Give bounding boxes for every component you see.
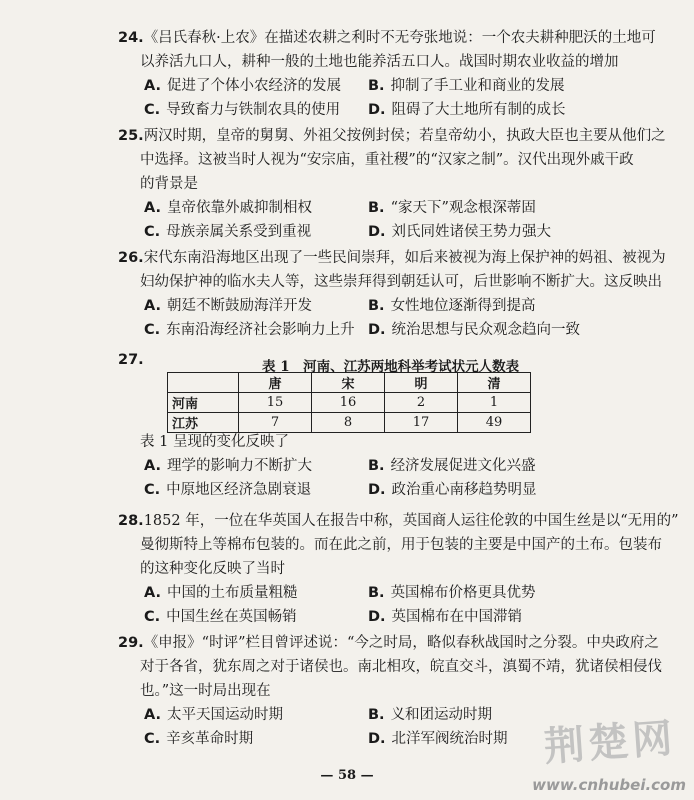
table-cell: 2	[385, 393, 458, 413]
option-d: D. 刘氏同姓诸侯王势力强大	[368, 224, 552, 240]
option-b: B. 抑制了手工业和商业的发展	[368, 78, 565, 94]
question-stem: 表 1 呈现的变化反映了	[140, 434, 289, 450]
option-d: D. 北洋军阀统治时期	[368, 731, 508, 747]
question-stem: 曼彻斯特上等棉布包装的。而在此之前，用于包装的主要是中国产的土布。包装布	[140, 537, 662, 553]
table-cell: 16	[312, 393, 385, 413]
option-b: B. 女性地位逐渐得到提高	[368, 298, 536, 314]
column-header: 唐	[239, 373, 312, 393]
option-c: C. 导致畜力与铁制农具的使用	[144, 102, 341, 118]
page-number: — 58 —	[320, 768, 374, 783]
question-number: 24.	[118, 30, 144, 46]
option-a: A. 太平天国运动时期	[144, 707, 283, 723]
table-cell: 8	[312, 413, 385, 433]
watermark-logo: 荆楚网	[542, 714, 678, 771]
column-header: 明	[385, 373, 458, 393]
question-stem: 中选择。这被当时人视为“安宗庙，重社稷”的“汉家之制”。汉代出现外戚干政	[140, 152, 634, 168]
question-number: 26.	[118, 250, 144, 266]
question-stem: 1852 年，一位在华英国人在报告中称，英国商人运往伦敦的中国生丝是以“无用的”	[143, 513, 679, 529]
question-28	[118, 509, 679, 629]
question-24	[118, 26, 656, 122]
option-d: D. 英国棉布在中国滞销	[368, 609, 523, 625]
table-cell: 49	[458, 413, 531, 433]
options-row	[118, 478, 618, 502]
option-a: A. 促进了个体小农经济的发展	[144, 78, 341, 94]
column-header: 清	[458, 373, 531, 393]
option-b: B. 英国棉布价格更具优势	[368, 585, 536, 601]
table-cell: 7	[239, 413, 312, 433]
options-row	[118, 581, 618, 605]
table-cell: 17	[385, 413, 458, 433]
question-number: 28.	[118, 513, 144, 529]
option-a: A. 朝廷不断鼓励海洋开发	[144, 298, 312, 314]
options-row	[118, 454, 618, 478]
question-25	[118, 124, 666, 244]
table-cell: 15	[239, 393, 312, 413]
option-b: B. 经济发展促进文化兴盛	[368, 458, 536, 474]
option-d: D. 政治重心南移趋势明显	[368, 482, 537, 498]
option-c: C. 辛亥革命时期	[144, 731, 254, 747]
question-27	[118, 430, 618, 502]
question-stem: 《吕氏春秋·上农》在描述农耕之利时不无夸张地说：一个农夫耕种肥沃的土地可	[143, 30, 656, 46]
question-stem: 《申报》“时评”栏目曾评述说：“今之时局，略似春秋战国时之分裂。中央政府之	[143, 635, 659, 651]
results-table	[167, 372, 531, 433]
question-stem: 以养活九口人，耕种一般的土地也能养活五口人。战国时期农业收益的增加	[140, 54, 619, 70]
options-row	[118, 196, 618, 220]
options-row	[118, 74, 618, 98]
question-stem: 对于各省，犹东周之对于诸侯也。南北相攻，皖直交斗，滇蜀不靖，犹诸侯相侵伐	[140, 659, 662, 675]
question-stem: 也。”这一时局出现在	[140, 683, 271, 699]
option-b: B. 义和团运动时期	[368, 707, 493, 723]
option-c: C. 东南沿海经济社会影响力上升	[144, 322, 355, 338]
table-cell: 1	[458, 393, 531, 413]
column-header: 宋	[312, 373, 385, 393]
question-number: 29.	[118, 635, 144, 651]
options-row	[118, 605, 618, 629]
option-c: C. 中国生丝在英国畅销	[144, 609, 297, 625]
row-header: 江苏	[168, 413, 239, 433]
question-stem: 妇幼保护神的临水夫人等，这些崇拜得到朝廷认可，后世影响不断扩大。这反映出	[140, 274, 662, 290]
option-b: B. “家天下”观念根深蒂固	[368, 200, 536, 216]
question-26	[118, 246, 666, 342]
options-row	[118, 98, 618, 122]
question-number: 27.	[118, 352, 144, 368]
option-c: C. 中原地区经济急剧衰退	[144, 482, 312, 498]
options-row	[118, 220, 618, 244]
question-stem: 的背景是	[140, 176, 198, 192]
table-corner	[168, 373, 239, 393]
watermark-url: www.cnhubei.com	[532, 776, 686, 794]
option-d: D. 阻碍了大土地所有制的成长	[368, 102, 566, 118]
option-d: D. 统治思想与民众观念趋向一致	[368, 322, 581, 338]
option-c: C. 母族亲属关系受到重视	[144, 224, 312, 240]
question-stem: 的这种变化反映了当时	[140, 561, 285, 577]
option-a: A. 皇帝依靠外戚抑制相权	[144, 200, 312, 216]
question-number: 25.	[118, 128, 144, 144]
row-header: 河南	[168, 393, 239, 413]
option-a: A. 理学的影响力不断扩大	[144, 458, 312, 474]
option-a: A. 中国的土布质量粗糙	[144, 585, 298, 601]
options-row	[118, 294, 618, 318]
table-header-row	[168, 373, 531, 393]
question-stem: 两汉时期，皇帝的舅舅、外祖父按例封侯；若皇帝幼小，执政大臣也主要从他们之	[143, 128, 666, 144]
question-stem: 宋代东南沿海地区出现了一些民间崇拜，如后来被视为海上保护神的妈祖、被视为	[143, 250, 666, 266]
options-row	[118, 318, 618, 342]
table-row	[168, 393, 531, 413]
table-title: 表 1 河南、江苏两地科举考试状元人数表	[262, 359, 520, 375]
